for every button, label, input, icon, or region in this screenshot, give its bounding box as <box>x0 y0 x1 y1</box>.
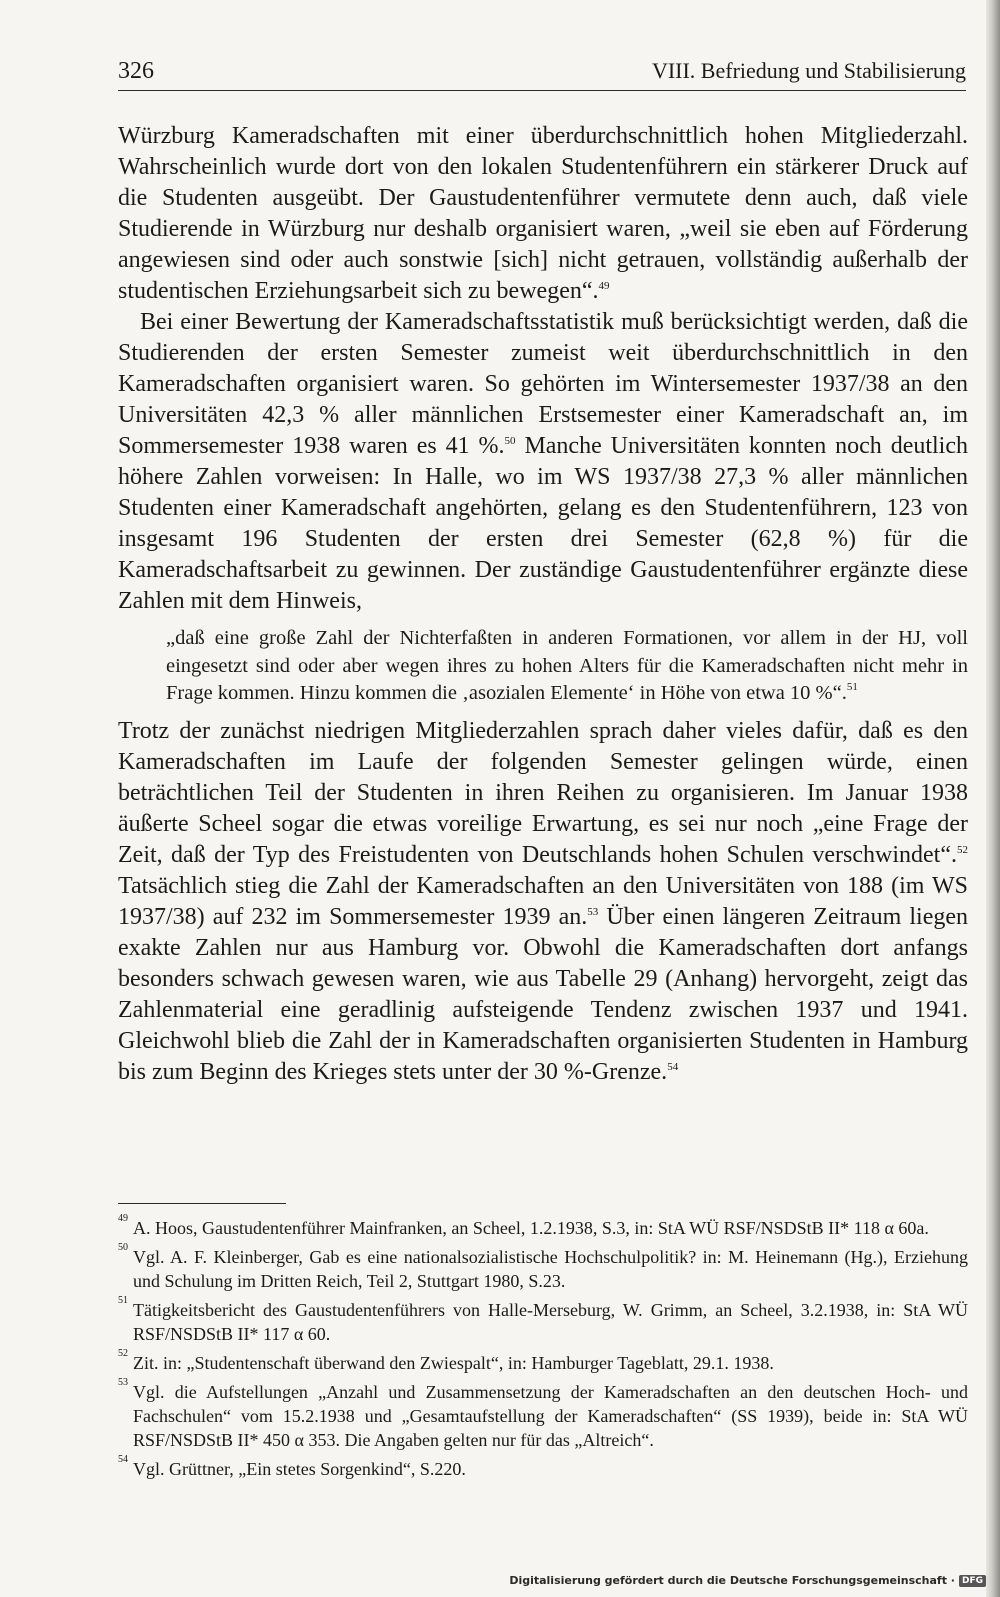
paragraph-1 <box>118 121 968 307</box>
footnote-ref-54: 54 <box>667 1060 679 1073</box>
footnote-53 <box>118 1377 968 1452</box>
page-header <box>118 56 966 91</box>
footnote-ref-52: 52 <box>957 843 968 856</box>
block-quote <box>166 625 968 708</box>
credit-text: Digitalisierung gefördert durch die Deutsche Forschungsgemeinschaft · <box>509 1574 955 1587</box>
footnote-mark: 52 <box>118 1348 128 1359</box>
footnotes <box>118 1203 968 1486</box>
footnote-mark: 50 <box>118 1242 128 1253</box>
paragraph-2-text-a: Bei einer Bewertung der Kameradschaftsstatistik muß berücksichtigt werden, daß die Studierenden der ersten Semester zumeist weit überdurchschnittlich in den Kameradschaften organisiert waren. So gehörten im Wintersemester 1937/38 an den Universitäten 42,3 % aller männlichen Erstsemester einer Kameradschaft an, im Sommersemester 1938 waren es 41 %. <box>118 309 968 459</box>
paragraph-3 <box>118 716 968 1088</box>
dfg-logo-icon: DFG <box>959 1575 986 1587</box>
page-number: 326 <box>118 58 154 84</box>
footnote-divider <box>118 1203 286 1204</box>
footnote-ref-53: 53 <box>587 905 599 918</box>
footnote-text: Vgl. A. F. Kleinberger, Gab es eine nationalsozialistische Hochschulpolitik? in: M. Heinemann (Hg.), Erziehung und Schulung im Dritten Reich, Teil 2, Stuttgart 1980, S.23. <box>133 1247 968 1291</box>
main-text <box>118 121 968 1088</box>
running-head: VIII. Befriedung und Stabilisierung <box>651 58 966 83</box>
footnote-mark: 49 <box>118 1213 128 1224</box>
footnote-text: Tätigkeitsbericht des Gaustudentenführers von Halle-Merseburg, W. Grimm, an Scheel, 3.2.1938, in: StA WÜ RSF/NSDStB II* 117 α 60. <box>133 1300 968 1344</box>
paragraph-3-text-a: Trotz der zunächst niedrigen Mitgliederzahlen sprach daher vieles dafür, daß es den Kameradschaften im Laufe der folgenden Semester gelingen würde, einen beträchtlichen Teil der Studenten in ihren Reihen zu organisieren. Im Januar 1938 äußerte Scheel sogar die etwas voreilige Erwartung, es sei nur noch „eine Frage der Zeit, daß der Typ des Freistudenten von Deutschlands hohen Schulen verschwindet“. <box>118 717 968 868</box>
footnote-mark: 51 <box>118 1295 128 1306</box>
footnote-text: A. Hoos, Gaustudentenführer Mainfranken, an Scheel, 1.2.1938, S.3, in: StA WÜ RSF/NSDStB II* 118 α 60a. <box>133 1218 929 1238</box>
footnote-ref-50: 50 <box>504 435 516 447</box>
paragraph-2 <box>118 307 968 617</box>
footnote-52 <box>118 1348 968 1375</box>
footnote-50 <box>118 1242 968 1293</box>
footnote-text: Zit. in: „Studentenschaft überwand den Zwiespalt“, in: Hamburger Tageblatt, 29.1. 1938. <box>133 1353 774 1373</box>
paragraph-3-text-c: Über einen längeren Zeitraum liegen exakte Zahlen nur aus Hamburg vor. Obwohl die Kameradschaften dort anfangs besonders schwach gewesen waren, wie aus Tabelle 29 (Anhang) hervorgeht, zeigt das Zahlenmaterial eine geradlinig aufsteigende Tendenz zwischen 1937 und 1941. Gleichwohl blieb die Zahl der in Kameradschaften organisierten Studenten in Hamburg bis zum Beginn des Krieges stets unter der 30 %-Grenze. <box>118 903 968 1085</box>
footnote-mark: 53 <box>118 1377 128 1388</box>
block-quote-text: „daß eine große Zahl der Nichterfaßten in anderen Formationen, vor allem in der HJ, voll eingesetzt sind oder aber wegen ihres zu hohen Alters für die Kameradschaften nicht mehr in Frage kommen. Hinzu kommen die ‚asozialen Elemente‘ in Höhe von etwa 10 %“. <box>166 627 968 704</box>
page-edge-shadow <box>986 0 1000 1597</box>
paragraph-3-text-b: Tatsächlich stieg die Zahl der Kameradschaften an den Universitäten von 188 (im WS 1937/38) auf 232 im Sommersemester 1939 an. <box>118 872 968 930</box>
footnote-51 <box>118 1295 968 1346</box>
digitization-credit <box>509 1574 986 1587</box>
paragraph-1-text: Würzburg Kameradschaften mit einer überdurchschnittlich hohen Mitgliederzahl. Wahrscheinlich wurde dort von den lokalen Studentenführern ein stärkerer Druck auf die Studenten ausgeübt. Der Gaustudentenführer vermutete denn auch, daß viele Studierende in Würzburg nur deshalb organisiert waren, „weil sie eben auf Förderung angewiesen sind oder auch sonstwie [sich] nicht getrauen, vollständig außerhalb der studentischen Erziehungsarbeit sich zu bewegen“. <box>118 123 968 304</box>
footnote-ref-51: 51 <box>846 681 858 693</box>
footnote-ref-49: 49 <box>598 280 610 292</box>
footnote-text: Vgl. die Aufstellungen „Anzahl und Zusammensetzung der Kameradschaften an den deutschen Hoch- und Fachschulen“ vom 15.2.1938 und „Gesamtaufstellung der Kameradschaften“ (SS 1939), beide in: StA WÜ RSF/NSDStB II* 450 α 353. Die Angaben gelten nur für das „Altreich“. <box>133 1382 968 1450</box>
footnote-49 <box>118 1213 968 1240</box>
footnote-text: Vgl. Grüttner, „Ein stetes Sorgenkind“, S.220. <box>133 1459 466 1479</box>
footnote-mark: 54 <box>118 1454 128 1465</box>
footnote-54 <box>118 1454 968 1481</box>
paragraph-2-text-b: Manche Universitäten konnten noch deutlich höhere Zahlen vorweisen: In Halle, wo im WS 1937/38 27,3 % aller männlichen Studenten einer Kameradschaft angehörten, gelang es den Studentenführern, 123 von insgesamt 196 Studenten der ersten drei Semester (62,8 %) für die Kameradschaftsarbeit zu gewinnen. Der zuständige Gaustudentenführer ergänzte diese Zahlen mit dem Hinweis, <box>118 433 968 614</box>
